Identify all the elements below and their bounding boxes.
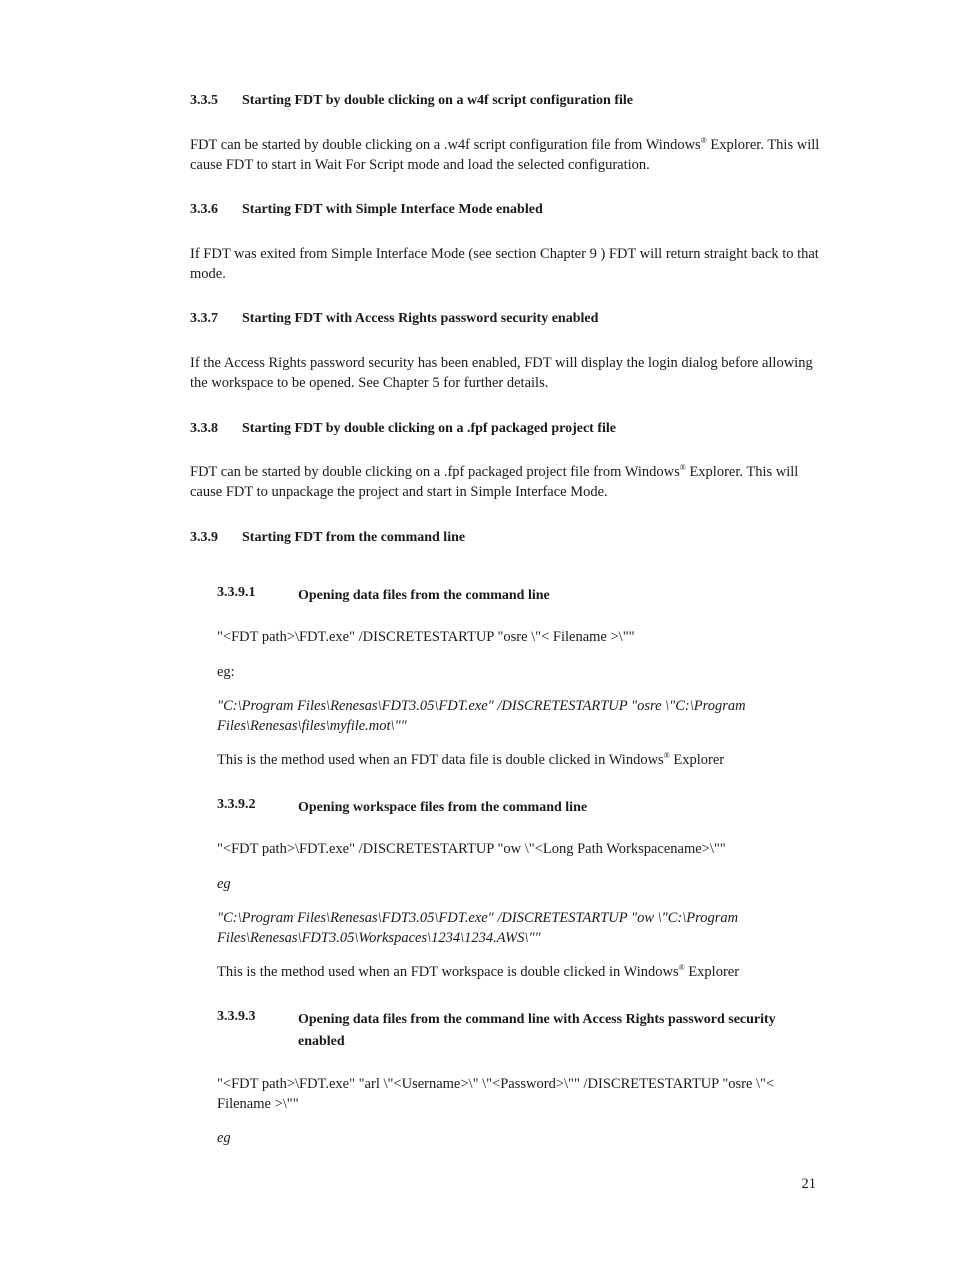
paragraph-3-3-8: FDT can be started by double clicking on a .fpf packaged project file from Windows® Explorer. This will cause FDT to unpackage the project and start in Simple Interface Mode. <box>190 463 799 500</box>
eg-label-3-3-9-2: eg <box>217 876 231 892</box>
heading-3-3-8: 3.3.8 Starting FDT by double clicking on a .fpf packaged project file <box>190 421 617 436</box>
document-page: 3.3.5 Starting FDT by double clicking on a w4f script configuration file FDT can be started by double clicking on a .w4f script configuration file from Windows® Explorer. This will cause FDT to start in Wait For Script mode and load the selected configuration. 3.3.6 Starting FDT with Simple Interface Mode enabled If FDT was exited from Simple Interface Mode (see section Chapter 9 ) FDT will return straight back to that mode. 3.3.7 Starting FDT with Access Rights password security enabled If the Access Rights password security has been enabled, FDT will display the login dialog before allowing the workspace to be opened. See Chapter 5 for further details. 3.3.8 Starting FDT by double clicking on a .fpf packaged project file FDT can be started by double clicking on a .fpf packaged project file from Windows® Explorer. This will cause FDT to unpackage the project and start in Simple Interface Mode. 3.3.9 Starting FDT from the command line 3.3.9.1 Opening data files from the command line "<FDT path>\FDT.exe" /DISCRETESTARTUP "osre \"< Filename >\"" eg: "C:\Program Files\Renesas\FDT3.05\FDT.exe" /DISCRETESTARTUP "osre \"C:\Program Files\Renesas\files\myfile.mot\"" This is the method used when an FDT data file is double clicked in Windows® Explorer 3.3.9.2 Opening workspace files from the command line "<FDT path>\FDT.exe" /DISCRETESTARTUP "ow \"<Long Path Workspacename>\"" eg "C:\Program Files\Renesas\FDT3.05\FDT.exe" /DISCRETESTARTUP "ow \"C:\Program Files\Renesas\FDT3.05\Workspaces\1234\1234.AWS\"" This is the method used when an FDT workspace is double clicked in Windows® Explorer 3.3.9.3 Opening data files from the command line with Access Rights password security enabled "<FDT path>\FDT.exe" "arl \"<Username>\" \"<Password>\"" /DISCRETESTARTUP "osre \"< Filename >\"" eg 21 <box>190 93 820 1192</box>
paragraph-3-3-7: If the Access Rights password security has been enabled, FDT will display the login dialog before allowing the workspace to be opened. See Chapter 5 for further details. <box>190 355 813 391</box>
paragraph-3-3-5: FDT can be started by double clicking on a .w4f script configuration file from Windows® Explorer. This will cause FDT to start in Wait For Script mode and load the selected configuration. <box>190 136 820 173</box>
page-number: 21 <box>801 1176 816 1192</box>
note-3-3-9-2: This is the method used when an FDT workspace is double clicked in Windows® Explorer <box>217 963 740 980</box>
heading-3-3-9: 3.3.9 Starting FDT from the command line <box>190 530 466 545</box>
eg-label-3-3-9-3: eg <box>217 1130 231 1146</box>
command-syntax-3-3-9-2: "<FDT path>\FDT.exe" /DISCRETESTARTUP "ow \"<Long Path Workspacename>\"" <box>217 841 726 857</box>
eg-label-3-3-9-1: eg: <box>217 664 235 680</box>
heading-3-3-7: 3.3.7 Starting FDT with Access Rights password security enabled <box>190 311 599 326</box>
command-syntax-3-3-9-3: "<FDT path>\FDT.exe" "arl \"<Username>\" \"<Password>\"" /DISCRETESTARTUP "osre \"< Filename >\"" <box>217 1076 775 1112</box>
example-3-3-9-2: "C:\Program Files\Renesas\FDT3.05\FDT.exe" /DISCRETESTARTUP "ow \"C:\Program Files\Renesas\FDT3.05\Workspaces\1234\1234.AWS\"" <box>217 910 739 946</box>
paragraph-3-3-6: If FDT was exited from Simple Interface Mode (see section Chapter 9 ) FDT will return straight back to that mode. <box>190 246 819 282</box>
example-3-3-9-1: "C:\Program Files\Renesas\FDT3.05\FDT.exe" /DISCRETESTARTUP "osre \"C:\Program Files\Renesas\files\myfile.mot\"" <box>217 698 746 734</box>
note-3-3-9-1: This is the method used when an FDT data file is double clicked in Windows® Explorer <box>217 751 725 768</box>
command-syntax-3-3-9-1: "<FDT path>\FDT.exe" /DISCRETESTARTUP "osre \"< Filename >\"" <box>217 629 635 645</box>
heading-3-3-5: 3.3.5 Starting FDT by double clicking on a w4f script configuration file <box>190 93 633 108</box>
heading-3-3-6: 3.3.6 Starting FDT with Simple Interface Mode enabled <box>190 202 543 217</box>
